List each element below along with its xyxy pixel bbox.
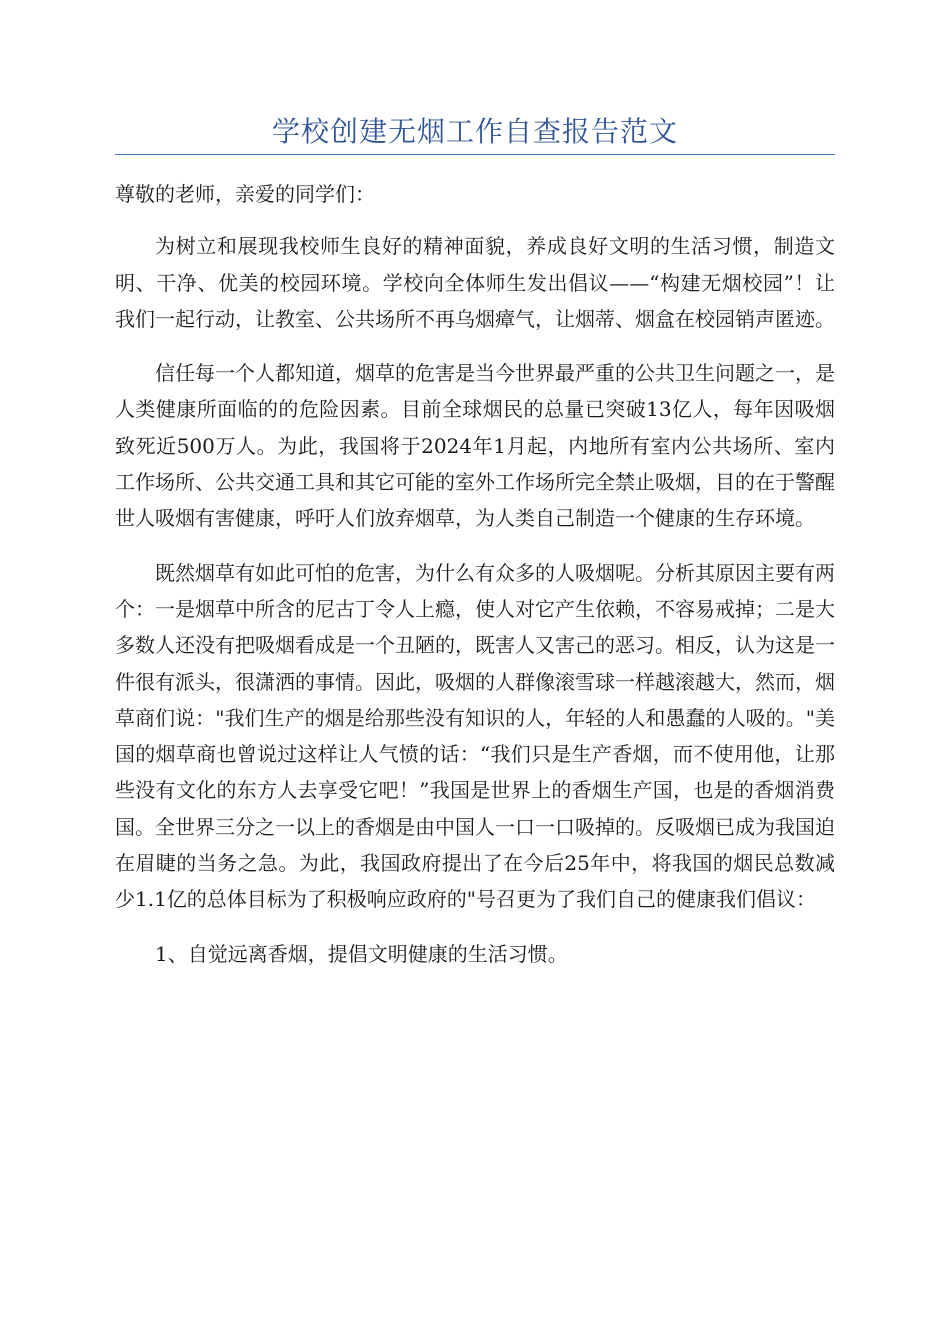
document-title: 学校创建无烟工作自查报告范文 [271, 115, 678, 148]
paragraph-smoking-reasons: 既然烟草有如此可怕的危害，为什么有众多的人吸烟呢。分析其原因主要有两个：一是烟草中所含的尼古丁令人上瘾，使人对它产生依赖，不容易戒掉；二是大多数人还没有把吸烟看成是一个丑陋的，既害人又害己的恶习。相反，认为这是一件很有派头，很潇洒的事情。因此，吸烟的人群像滚雪球一样越滚越大，然而，烟草商们说："我们生产的烟是给那些没有知识的人，年轻的人和愚蠢的人吸的。"美国的烟草商也曾说过这样让人气愤的话：“我们只是生产香烟，而不使用他，让那些没有文化的东方人去享受它吧！”我国是世界上的香烟生产国，也是的香烟消费国。全世界三分之一以上的香烟是由中国人一口一口吸掉的。反吸烟已成为我国迫在眉睫的当务之急。为此，我国政府提出了在今后25年中，将我国的烟民总数减少1.1亿的总体目标为了积极响应政府的"号召更为了我们自己的健康我们倡议： [115, 560, 835, 912]
list-item-proposal-1: 1、自觉远离香烟，提倡文明健康的生活习惯。 [155, 941, 568, 966]
paragraph-intro: 为树立和展现我校师生良好的精神面貌，养成良好文明的生活习惯，制造文明、干净、优美的校园环境。学校向全体师生发出倡议——“构建无烟校园”！让我们一起行动，让教室、公共场所不再乌烟瘴气，让烟蒂、烟盒在校园销声匿迹。 [115, 234, 835, 331]
salutation: 尊敬的老师，亲爱的同学们： [115, 182, 375, 206]
title-underline [115, 154, 835, 155]
document-body [115, 176, 835, 990]
paragraph-tobacco-harm: 信任每一个人都知道，烟草的危害是当今世界最严重的公共卫生问题之一，是人类健康所面临的的危险因素。目前全球烟民的总量已突破13亿人，每年因吸烟致死近500万人。为此，我国将于2024年1月起，内地所有室内公共场所、室内工作场所、公共交通工具和其它可能的室外工作场所完全禁止吸烟，目的在于警醒世人吸烟有害健康，呼吁人们放弃烟草，为人类自己制造一个健康的生存环境。 [115, 361, 835, 531]
